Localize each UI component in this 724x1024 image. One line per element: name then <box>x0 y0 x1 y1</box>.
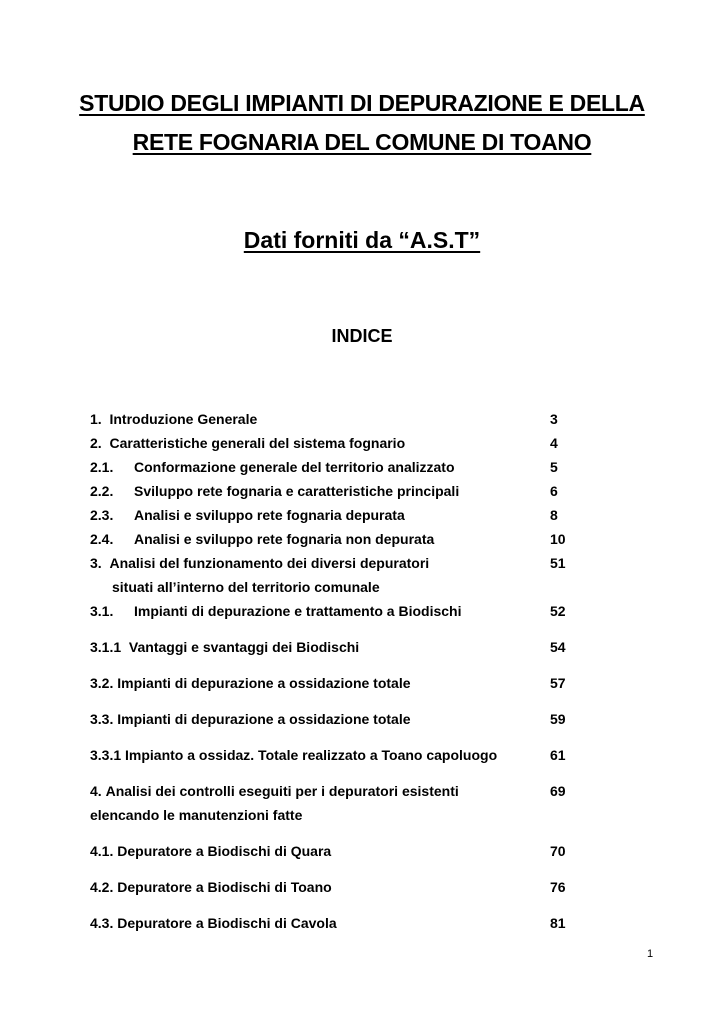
document-title-line-2: RETE FOGNARIA DEL COMUNE DI TOANO <box>132 129 592 155</box>
toc-entry-number: 2.1. <box>90 459 114 475</box>
toc-entry-number: 4.3. <box>90 915 114 931</box>
toc-entry-title: Analisi e sviluppo rete fognaria depurata <box>134 507 405 523</box>
toc-entry-title: Analisi dei controlli eseguiti per i depuratori esistenti <box>105 783 459 799</box>
toc-entry-number: 3. <box>90 555 102 571</box>
toc-entry <box>90 710 580 728</box>
toc-entry-number: 3.1.1 <box>90 639 122 655</box>
toc-entry-title-continued: elencando le manutenzioni fatte <box>90 807 303 823</box>
document-subtitle: Dati forniti da “A.S.T” <box>243 227 481 253</box>
toc-entry <box>90 842 580 860</box>
document-title-line-1: STUDIO DEGLI IMPIANTI DI DEPURAZIONE E DELLA <box>79 90 645 116</box>
toc-entry-number: 2.2. <box>90 483 114 499</box>
toc-entry-title: Conformazione generale del territorio analizzato <box>134 459 455 475</box>
toc-entry-page: 70 <box>550 843 566 859</box>
toc-entry-page: 76 <box>550 879 566 895</box>
toc-entry-page: 69 <box>550 783 566 799</box>
toc-entry-page: 8 <box>550 507 558 523</box>
index-heading: INDICE <box>331 326 393 346</box>
toc-entry <box>90 746 580 764</box>
toc-entry-title-continued: situati all’interno del territorio comunale <box>112 579 380 595</box>
toc-entry-title: Depuratore a Biodischi di Quara <box>117 843 332 859</box>
toc-entry-number: 2.4. <box>90 531 114 547</box>
toc-entry-page: 4 <box>550 435 558 451</box>
toc-entry-number: 1. <box>90 411 102 427</box>
toc-entry <box>90 638 580 656</box>
toc-entry-page: 10 <box>550 531 566 547</box>
toc-entry <box>90 674 580 692</box>
toc-entry-page: 81 <box>550 915 566 931</box>
toc-entry-number: 3.2. <box>90 675 114 691</box>
toc-entry-page: 57 <box>550 675 566 691</box>
toc-entry-page: 54 <box>550 639 566 655</box>
toc-entry-title: Impianti di depurazione e trattamento a Biodischi <box>134 603 462 619</box>
toc-entry <box>90 410 580 428</box>
toc-entry-number: 2. <box>90 435 102 451</box>
toc-entry-page: 51 <box>550 555 566 571</box>
toc-entry-title: Analisi e sviluppo rete fognaria non depurata <box>134 531 435 547</box>
toc-entry-title: Depuratore a Biodischi di Cavola <box>117 915 337 931</box>
toc-entry-page: 52 <box>550 603 566 619</box>
toc-entry-title: Vantaggi e svantaggi dei Biodischi <box>128 639 360 655</box>
toc-entry-title: Caratteristiche generali del sistema fognario <box>109 435 406 451</box>
toc-entry-page: 3 <box>550 411 558 427</box>
toc-entry-page: 5 <box>550 459 558 475</box>
toc-entry-page: 6 <box>550 483 558 499</box>
toc-entry-title: Sviluppo rete fognaria e caratteristiche principali <box>134 483 460 499</box>
toc-entry-title: Depuratore a Biodischi di Toano <box>117 879 332 895</box>
toc-entry <box>90 530 580 548</box>
toc-entry <box>90 914 580 932</box>
toc-entry <box>90 434 580 452</box>
toc-entry-number: 4. <box>90 783 102 799</box>
toc-entry-number: 3.1. <box>90 603 114 619</box>
toc-entry <box>90 458 580 476</box>
toc-entry <box>90 878 580 896</box>
toc-entry-title: Impianti di depurazione a ossidazione totale <box>117 675 411 691</box>
toc-entry-title: Impianto a ossidaz. Totale realizzato a Toano capoluogo <box>125 747 498 763</box>
toc-entry-title: Analisi del funzionamento dei diversi depuratori <box>109 555 430 571</box>
toc-entry-number: 3.3. <box>90 711 114 727</box>
toc-entry-number: 2.3. <box>90 507 114 523</box>
toc-entry-page: 59 <box>550 711 566 727</box>
toc-entry-page: 61 <box>550 747 566 763</box>
toc-entry <box>90 782 580 824</box>
toc-entry-number: 4.2. <box>90 879 114 895</box>
toc-entry <box>90 482 580 500</box>
page-number: 1 <box>647 948 654 960</box>
toc-entry-number: 3.3.1 <box>90 747 122 763</box>
toc-entry-title: Introduzione Generale <box>109 411 258 427</box>
toc-entry <box>90 554 580 596</box>
toc-entry-title: Impianti di depurazione a ossidazione totale <box>117 711 411 727</box>
toc-entry-number: 4.1. <box>90 843 114 859</box>
toc-entry <box>90 506 580 524</box>
toc-entry <box>90 602 580 620</box>
